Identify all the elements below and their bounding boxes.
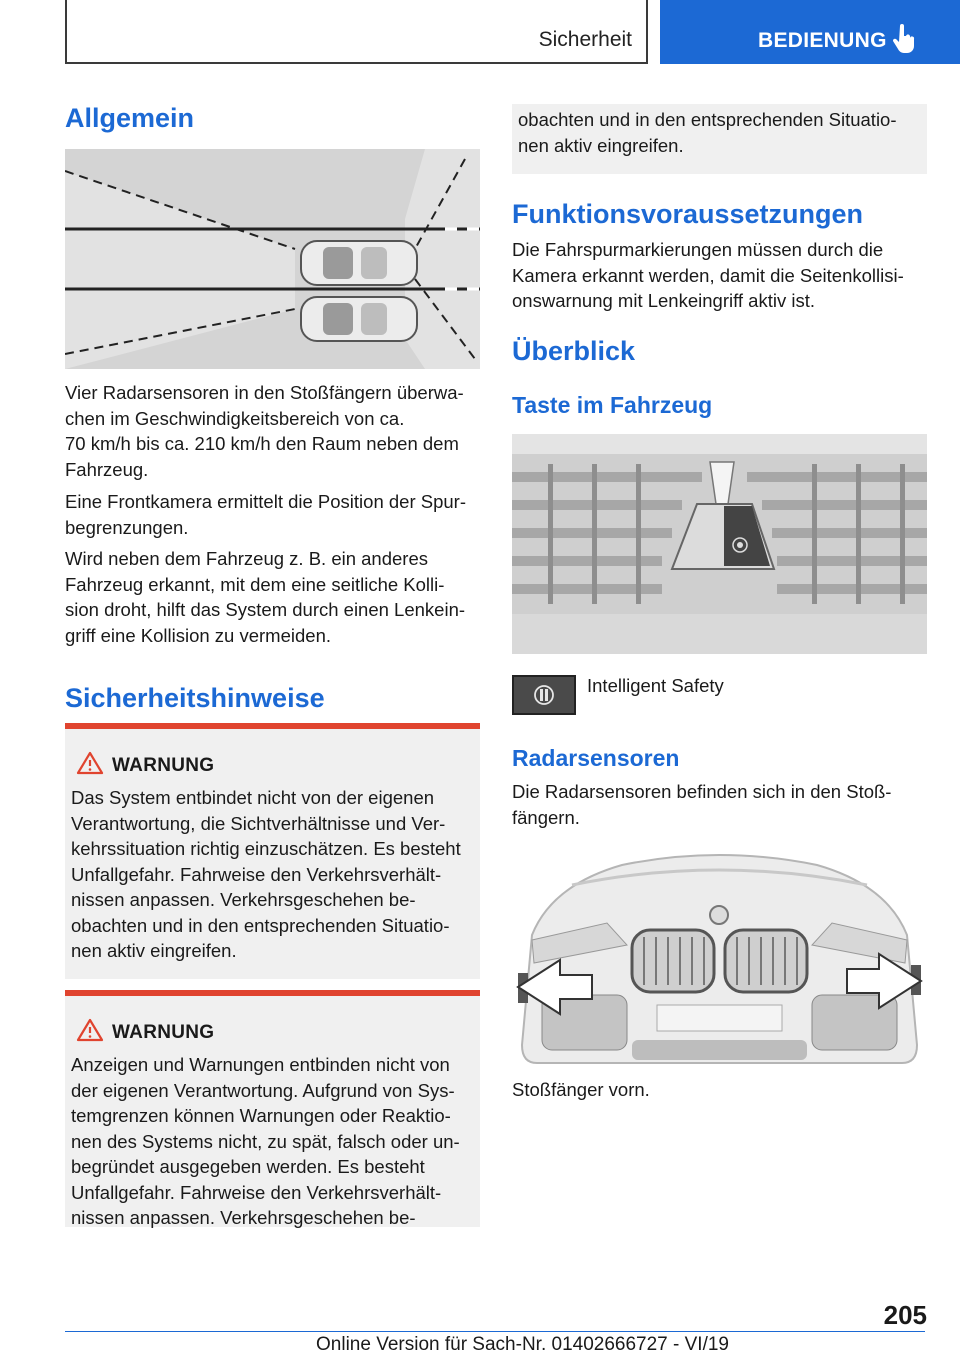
warning-box-1 — [65, 723, 480, 979]
warning-continuation-box — [512, 104, 927, 174]
paragraph-steering-intervention: Wird neben dem Fahrzeug z. B. ein anderes Fahrzeug erkannt, mit dem eine seitliche Kolli- sion droht, hilft das System durch einen Lenkein- griff eine Kollision zu vermeiden. — [65, 548, 466, 646]
heading-safety-notes: Sicherheitshinweise — [65, 683, 325, 713]
illustration-front-bumper — [512, 845, 927, 1065]
intelligent-safety-button-icon — [512, 675, 576, 715]
warning-box-2 — [65, 990, 480, 1227]
heading-button-in-vehicle: Taste im Fahrzeug — [512, 392, 713, 418]
paragraph-radar-location: Die Radarsensoren befinden sich in den Stoß- fängern. — [512, 781, 892, 828]
hand-pointer-icon — [892, 24, 916, 54]
header-chapter-tab — [660, 0, 960, 64]
caption-front-bumper: Stoßfänger vorn. — [512, 1079, 650, 1100]
warning-text: Anzeigen und Warnungen entbinden nicht von der eigenen Verantwortung. Aufgrund von Sys- temgrenzen können Warnungen oder Reaktio- nen des Systems nicht, zu spät, falsch oder un- begründet ausgegeben werden. Es besteht Unfallgefahr. Fahrweise den Verkehrsverhält- nissen anpassen. Verkehrsgeschehen be- — [71, 1054, 460, 1228]
warning-triangle-icon — [76, 1018, 104, 1042]
heading-radar-sensors: Radarsensoren — [512, 745, 680, 771]
footer-online-version: Online Version für Sach-Nr. 01402666727 - VI/19 — [316, 1334, 729, 1355]
footer-divider — [65, 1331, 925, 1332]
heading-function-requirements: Funktionsvoraussetzungen — [512, 199, 864, 229]
header-chapter-label: BEDIENUNG — [758, 29, 887, 52]
warning-triangle-icon — [76, 751, 104, 775]
page-number: 205 — [883, 1300, 927, 1330]
paragraph-front-camera: Eine Frontkamera ermittelt die Position der Spur- begrenzungen. — [65, 491, 467, 538]
warning-continuation-text: obachten und in den entsprechenden Situatio- nen aktiv eingreifen. — [518, 109, 897, 156]
heading-allgemein: Allgemein — [65, 103, 195, 133]
paragraph-function-requirements: Die Fahrspurmarkierungen müssen durch die Kamera erkannt werden, damit die Seitenkollisi- onswarnung mit Lenkeingriff aktiv ist. — [512, 239, 904, 311]
warning-text: Das System entbindet nicht von der eigenen Verantwortung, die Sichtverhältnisse und Ver- kehrssituation richtig einzuschätzen. Es besteht Unfallgefahr. Fahrweise den Verkehrsverhält- nissen anpassen. Verkehrsgeschehen be- obachten und in den entsprechenden Situatio- nen aktiv eingreifen. — [71, 787, 461, 961]
warning-label: WARNUNG — [112, 755, 215, 776]
heading-overview: Überblick — [512, 336, 636, 366]
header-section-label: Sicherheit — [538, 28, 632, 51]
button-description: Intelligent Safety — [587, 675, 724, 696]
paragraph-radar-intro: Vier Radarsensoren in den Stoßfängern überwa- chen im Geschwindigkeitsbereich von ca. 70 km/h bis ca. 210 km/h den Raum neben dem Fahrzeug. — [65, 382, 464, 480]
illustration-button-panel — [512, 434, 927, 654]
illustration-side-coverage — [65, 149, 480, 369]
warning-label: WARNUNG — [112, 1022, 215, 1043]
header-section-tab — [65, 0, 648, 64]
